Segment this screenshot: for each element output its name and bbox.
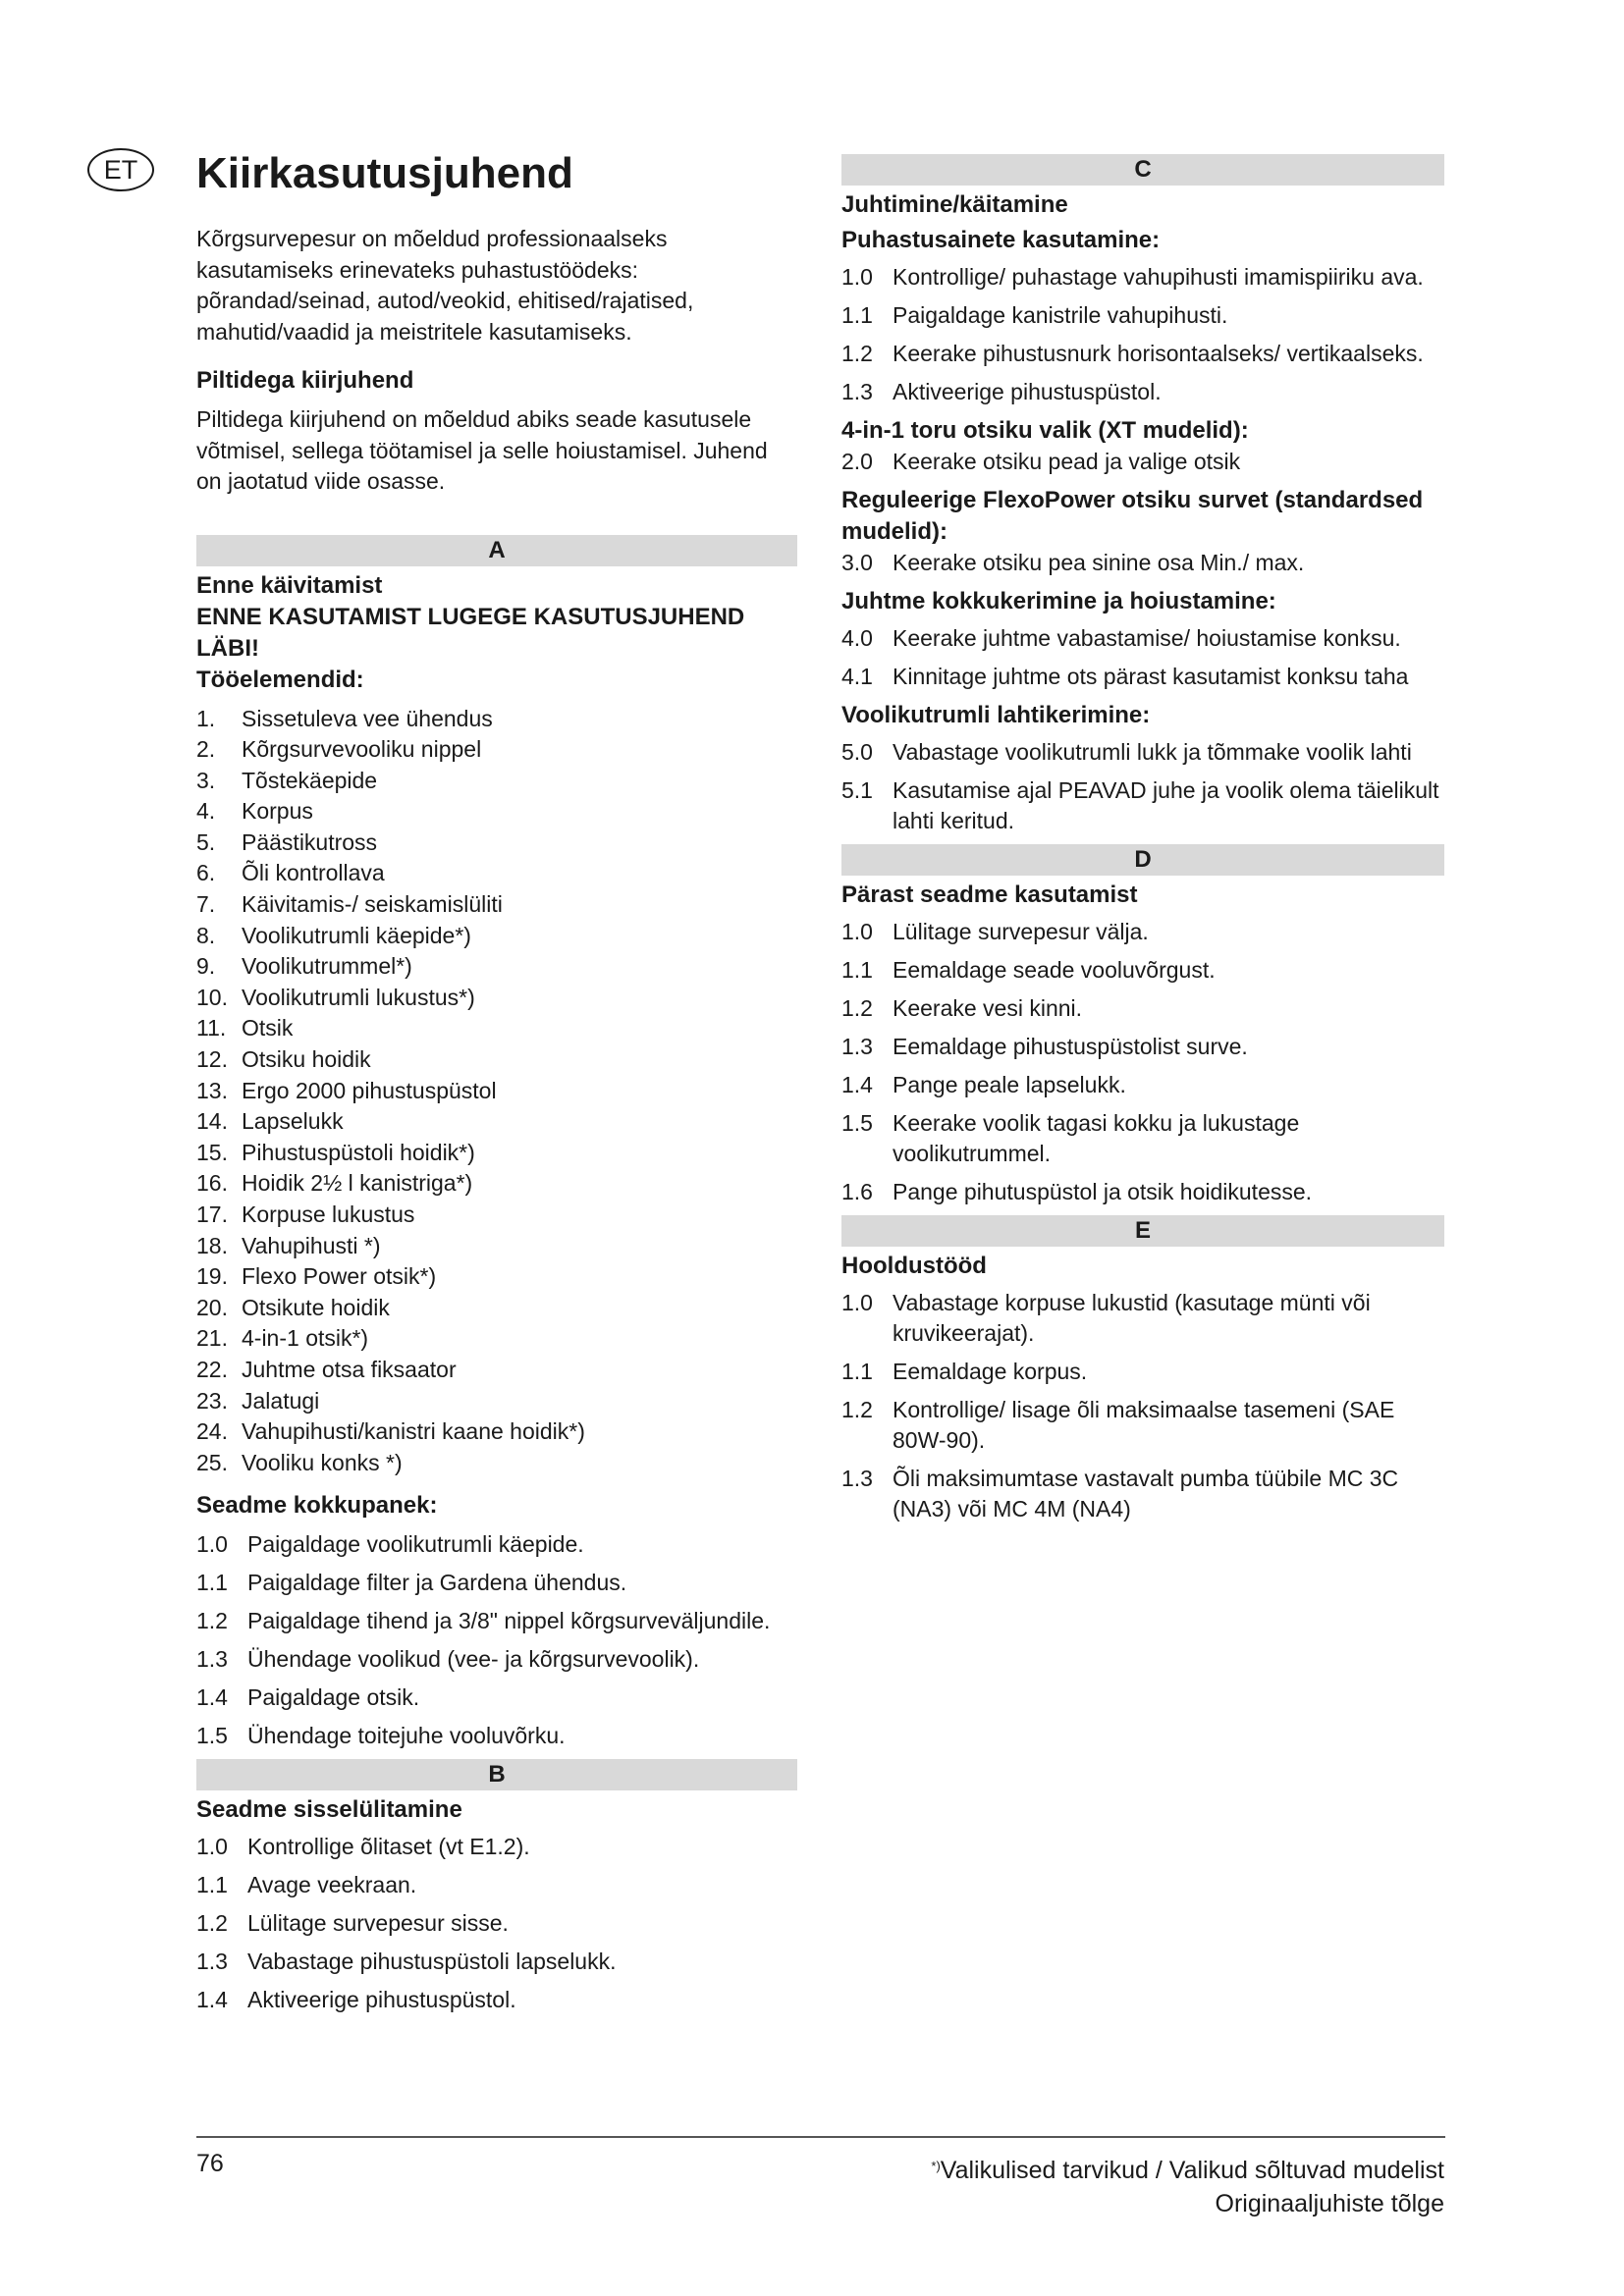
flexo-steps	[841, 548, 1444, 578]
section-bar-a: A	[196, 535, 797, 566]
item-number: 3.0	[841, 550, 873, 575]
cord-steps	[841, 623, 1444, 692]
part-item	[196, 766, 797, 797]
part-item	[196, 1386, 797, 1417]
section-c-heading: Juhtimine/käitamine	[841, 191, 1068, 218]
flexo-heading: Reguleerige FlexoPower otsiku survet (standardsed mudelid):	[841, 487, 1424, 545]
item-text: Kontrollige õlitaset (vt E1.2).	[247, 1834, 530, 1860]
step-item	[841, 1177, 1444, 1207]
section-bar-e: E	[841, 1215, 1444, 1247]
part-item	[196, 983, 797, 1014]
item-number: 1.4	[841, 1072, 873, 1097]
item-number: 16.	[196, 1170, 228, 1197]
item-number: 1.1	[196, 1570, 228, 1596]
item-number: 2.	[196, 736, 216, 763]
item-number: 1.5	[196, 1723, 228, 1749]
item-text: Jalatugi	[242, 1387, 320, 1414]
item-text: Lülitage survepesur sisse.	[247, 1910, 509, 1937]
item-text: Pange pihutuspüstol ja otsik hoidikutesse.	[893, 1179, 1313, 1204]
part-item	[196, 921, 797, 952]
assembly-heading: Seadme kokkupanek:	[196, 1492, 438, 1520]
part-item	[196, 796, 797, 828]
item-text: Keerake otsiku pead ja valige otsik	[893, 449, 1241, 474]
item-text: Lapselukk	[242, 1108, 344, 1135]
item-number: 13.	[196, 1077, 228, 1103]
item-number: 2.0	[841, 449, 873, 474]
item-text: Voolikutrumli lukustus*)	[242, 984, 475, 1010]
step-item	[841, 917, 1444, 947]
cleaning-heading: Puhastusainete kasutamine:	[841, 227, 1161, 253]
warning-text: ENNE KASUTAMIST LUGEGE KASUTUSJUHEND LÄBI!	[196, 603, 745, 662]
step-item	[196, 1832, 797, 1862]
item-text: Lülitage survepesur välja.	[893, 919, 1149, 944]
item-text: Juhtme otsa fiksaator	[242, 1356, 457, 1382]
item-text: Keerake otsiku pea sinine osa Min./ max.	[893, 550, 1305, 575]
item-text: Vabastage pihustuspüstoli lapselukk.	[247, 1949, 617, 1975]
step-item	[841, 737, 1444, 768]
step-item	[841, 662, 1444, 692]
item-text: Kõrgsurvevooliku nippel	[242, 736, 482, 763]
part-item	[196, 1323, 797, 1355]
item-text: Paigaldage otsik.	[247, 1684, 420, 1711]
part-item	[196, 858, 797, 889]
item-number: 11.	[196, 1015, 227, 1041]
item-text: Tõstekäepide	[242, 767, 378, 793]
step-item	[841, 548, 1444, 578]
footer-translation-note: Originaaljuhiste tõlge	[1215, 2190, 1444, 2217]
step-item	[841, 1395, 1444, 1456]
item-number: 14.	[196, 1108, 228, 1135]
part-item	[196, 1106, 797, 1138]
item-text: Eemaldage pihustuspüstolist surve.	[893, 1034, 1248, 1059]
language-badge: ET	[87, 148, 154, 191]
parts-list	[196, 704, 797, 1479]
item-number: 4.0	[841, 625, 873, 651]
cord-heading: Juhtme kokkukerimine ja hoiustamine:	[841, 588, 1276, 614]
item-text: Vooliku konks *)	[242, 1449, 403, 1475]
item-number: 1.1	[841, 1359, 873, 1384]
item-number: 7.	[196, 891, 216, 918]
item-number: 4.	[196, 798, 216, 825]
item-number: 21.	[196, 1325, 228, 1352]
part-item	[196, 1168, 797, 1200]
part-item	[196, 951, 797, 983]
section-b-heading: Seadme sisselülitamine	[196, 1796, 462, 1824]
section-bar-b: B	[196, 1759, 797, 1790]
item-text: Keerake pihustusnurk horisontaalseks/ vertikaalseks.	[893, 341, 1424, 366]
item-text: Paigaldage voolikutrumli käepide.	[247, 1531, 584, 1558]
item-number: 1.3	[841, 1466, 873, 1491]
step-item	[196, 1721, 797, 1751]
step-item	[196, 1947, 797, 1977]
section-bar-c: C	[841, 154, 1444, 186]
item-text: Aktiveerige pihustuspüstol.	[247, 1987, 516, 2013]
item-number: 1.1	[196, 1872, 228, 1898]
item-text: Aktiveerige pihustuspüstol.	[893, 379, 1162, 404]
item-text: Kontrollige/ lisage õli maksimaalse tasemeni (SAE 80W-90).	[893, 1397, 1395, 1453]
part-item	[196, 1448, 797, 1479]
item-text: Korpuse lukustus	[242, 1201, 415, 1227]
footer-optional-note	[931, 2150, 1444, 2187]
step-item	[841, 1032, 1444, 1062]
item-number: 25.	[196, 1449, 228, 1475]
item-number: 17.	[196, 1201, 228, 1227]
item-text: Korpus	[242, 798, 313, 825]
item-text: Paigaldage tihend ja 3/8" nippel kõrgsurveväljundile.	[247, 1608, 771, 1634]
item-number: 24.	[196, 1418, 228, 1445]
item-text: Kinnitage juhtme ots pärast kasutamist konksu taha	[893, 664, 1409, 689]
item-text: Päästikutross	[242, 828, 378, 855]
step-item	[841, 339, 1444, 369]
item-number: 1.3	[196, 1646, 228, 1673]
item-number: 1.2	[841, 1397, 873, 1422]
pictogram-heading: Piltidega kiirjuhend	[196, 367, 414, 394]
item-number: 1.2	[196, 1608, 228, 1634]
part-item	[196, 1231, 797, 1262]
item-text: Ühendage voolikud (vee- ja kõrgsurvevoolik).	[247, 1646, 700, 1673]
step-item	[196, 1644, 797, 1675]
step-item	[841, 623, 1444, 654]
item-number: 1.1	[841, 957, 873, 983]
item-number: 1.0	[196, 1834, 228, 1860]
item-number: 3.	[196, 767, 216, 793]
part-item	[196, 1138, 797, 1169]
item-text: Keerake vesi kinni.	[893, 995, 1083, 1021]
item-number: 18.	[196, 1232, 228, 1258]
step-item	[196, 1568, 797, 1598]
reel-steps	[841, 737, 1444, 836]
item-text: Otsiku hoidik	[242, 1046, 371, 1073]
step-item	[196, 1606, 797, 1636]
item-number: 8.	[196, 922, 216, 948]
item-number: 1.2	[841, 995, 873, 1021]
item-number: 5.1	[841, 777, 873, 803]
item-number: 1.3	[841, 379, 873, 404]
item-text: Paigaldage kanistrile vahupihusti.	[893, 302, 1228, 328]
pictogram-text: Piltidega kiirjuhend on mõeldud abiks seade kasutusele võtmisel, sellega töötamisel ja selle hoiustamisel. Juhend on jaotatud viide osasse.	[196, 406, 768, 494]
item-number: 1.3	[196, 1949, 228, 1975]
item-text: Vahupihusti *)	[242, 1232, 381, 1258]
item-text: Kontrollige/ puhastage vahupihusti imamispiiriku ava.	[893, 264, 1424, 290]
item-text: Ühendage toitejuhe vooluvõrku.	[247, 1723, 566, 1749]
item-text: Pihustuspüstoli hoidik*)	[242, 1139, 475, 1165]
part-item	[196, 1044, 797, 1076]
item-text: Vabastage voolikutrumli lukk ja tõmmake voolik lahti	[893, 739, 1412, 765]
footer-optional-text: Valikulised tarvikud / Valikud sõltuvad mudelist	[940, 2157, 1444, 2184]
part-item	[196, 734, 797, 766]
item-number: 1.4	[196, 1684, 228, 1711]
item-number: 1.1	[841, 302, 873, 328]
item-number: 19.	[196, 1263, 228, 1290]
section-a-heading: Enne käivitamist	[196, 571, 383, 599]
item-text: Avage veekraan.	[247, 1872, 417, 1898]
part-item	[196, 1200, 797, 1231]
left-column	[196, 224, 797, 2023]
item-number: 12.	[196, 1046, 228, 1073]
item-text: Paigaldage filter ja Gardena ühendus.	[247, 1570, 627, 1596]
section-d-steps	[841, 917, 1444, 1207]
section-d-heading: Pärast seadme kasutamist	[841, 881, 1138, 908]
step-item	[841, 1357, 1444, 1387]
cleaning-steps	[841, 262, 1444, 407]
section-bar-d: D	[841, 844, 1444, 876]
step-item	[841, 1070, 1444, 1100]
page-title: Kiirkasutusjuhend	[196, 149, 573, 197]
item-number: 5.0	[841, 739, 873, 765]
parts-heading: Tööelemendid:	[196, 666, 364, 693]
section-e-steps	[841, 1288, 1444, 1524]
reel-heading: Voolikutrumli lahtikerimine:	[841, 702, 1151, 728]
footer-divider	[196, 2136, 1445, 2138]
item-number: 1.5	[841, 1110, 873, 1136]
item-number: 1.	[196, 705, 216, 731]
item-text: Eemaldage korpus.	[893, 1359, 1088, 1384]
item-number: 9.	[196, 953, 216, 980]
item-number: 10.	[196, 984, 228, 1010]
item-number: 4.1	[841, 664, 873, 689]
item-number: 1.4	[196, 1987, 228, 2013]
step-item	[196, 1908, 797, 1939]
item-text: Sissetuleva vee ühendus	[242, 705, 493, 731]
step-item	[841, 300, 1444, 331]
item-text: Otsik	[242, 1015, 294, 1041]
nozzle-heading: 4-in-1 toru otsiku valik (XT mudelid):	[841, 417, 1249, 444]
item-number: 1.0	[841, 919, 873, 944]
item-number: 1.0	[841, 264, 873, 290]
footer-note	[931, 2150, 1444, 2220]
item-text: Voolikutrummel*)	[242, 953, 412, 980]
step-item	[841, 955, 1444, 986]
step-item	[841, 993, 1444, 1024]
part-item	[196, 704, 797, 735]
part-item	[196, 1355, 797, 1386]
item-text: Vabastage korpuse lukustid (kasutage münti või kruvikeerajat).	[893, 1290, 1371, 1346]
section-e-heading: Hooldustööd	[841, 1253, 987, 1279]
item-text: Flexo Power otsik*)	[242, 1263, 437, 1290]
part-item	[196, 1293, 797, 1324]
step-item	[196, 1529, 797, 1560]
right-column	[841, 154, 1444, 1532]
footnote-mark: *)	[931, 2159, 941, 2173]
item-text: Voolikutrumli käepide*)	[242, 922, 471, 948]
item-text: Õli maksimumtase vastavalt pumba tüübile MC 3C (NA3) või MC 4M (NA4)	[893, 1466, 1399, 1522]
item-number: 5.	[196, 828, 216, 855]
step-item	[841, 1464, 1444, 1524]
page-number: 76	[196, 2150, 224, 2177]
item-text: Keerake juhtme vabastamise/ hoiustamise konksu.	[893, 625, 1401, 651]
item-text: Hoidik 2½ l kanistriga*)	[242, 1170, 473, 1197]
step-item	[841, 377, 1444, 407]
assembly-list	[196, 1529, 797, 1751]
item-number: 22.	[196, 1356, 228, 1382]
section-b-steps	[196, 1832, 797, 2015]
item-text: Eemaldage seade vooluvõrgust.	[893, 957, 1216, 983]
step-item	[196, 1682, 797, 1713]
part-item	[196, 889, 797, 921]
item-number: 20.	[196, 1294, 228, 1320]
item-text: Ergo 2000 pihustuspüstol	[242, 1077, 497, 1103]
part-item	[196, 1416, 797, 1448]
step-item	[841, 1288, 1444, 1349]
step-item	[196, 1870, 797, 1900]
part-item	[196, 1013, 797, 1044]
part-item	[196, 1076, 797, 1107]
step-item	[841, 447, 1444, 477]
part-item	[196, 1261, 797, 1293]
step-item	[841, 775, 1444, 836]
item-number: 23.	[196, 1387, 228, 1414]
step-item	[841, 1108, 1444, 1169]
item-number: 1.3	[841, 1034, 873, 1059]
item-text: Õli kontrollava	[242, 860, 385, 886]
step-item	[841, 262, 1444, 293]
item-number: 1.2	[196, 1910, 228, 1937]
item-number: 1.2	[841, 341, 873, 366]
item-text: 4-in-1 otsik*)	[242, 1325, 369, 1352]
item-text: Otsikute hoidik	[242, 1294, 390, 1320]
nozzle-steps	[841, 447, 1444, 477]
item-text: Keerake voolik tagasi kokku ja lukustage voolikutrummel.	[893, 1110, 1300, 1166]
item-text: Kasutamise ajal PEAVAD juhe ja voolik olema täielikult lahti keritud.	[893, 777, 1439, 833]
item-number: 6.	[196, 860, 216, 886]
item-text: Käivitamis-/ seiskamislüliti	[242, 891, 503, 918]
intro-text: Kõrgsurvepesur on mõeldud professionaalseks kasutamiseks erinevateks puhastustöödeks: põrandad/seinad, autod/veokid, ehitised/rajatised, mahutid/vaadid ja meistritele kasutamiseks.	[196, 226, 694, 345]
item-text: Pange peale lapselukk.	[893, 1072, 1126, 1097]
part-item	[196, 828, 797, 859]
item-number: 1.6	[841, 1179, 873, 1204]
item-number: 15.	[196, 1139, 228, 1165]
item-number: 1.0	[841, 1290, 873, 1315]
item-text: Vahupihusti/kanistri kaane hoidik*)	[242, 1418, 585, 1445]
item-number: 1.0	[196, 1531, 228, 1558]
step-item	[196, 1985, 797, 2015]
